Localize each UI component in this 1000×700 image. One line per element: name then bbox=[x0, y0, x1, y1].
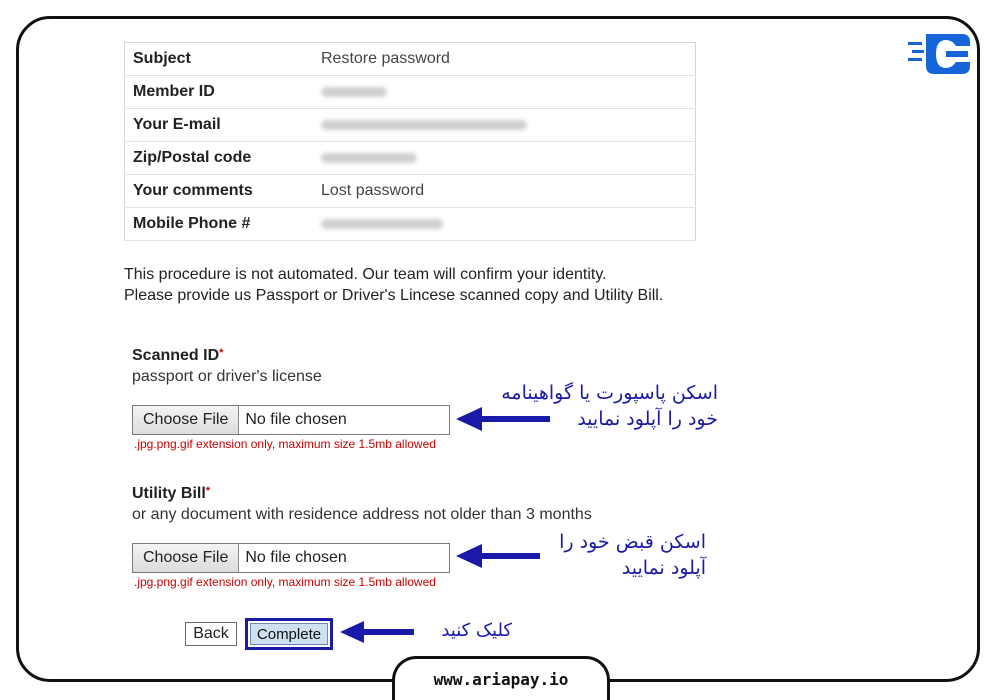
row-label: Your comments bbox=[125, 175, 314, 208]
complete-button[interactable] bbox=[245, 618, 333, 650]
choose-file-button[interactable]: Choose File bbox=[133, 544, 239, 572]
table-row bbox=[125, 109, 696, 142]
back-button[interactable]: Back bbox=[185, 622, 237, 646]
annotation-line: آپلود نمایید bbox=[621, 557, 706, 579]
row-value: Lost password bbox=[313, 175, 696, 208]
row-value: Restore password bbox=[313, 43, 696, 76]
required-mark: * bbox=[219, 347, 224, 359]
file-status: No file chosen bbox=[245, 549, 347, 566]
notice-line: Please provide us Passport or Driver's Lincese scanned copy and Utility Bill. bbox=[124, 287, 664, 304]
info-table bbox=[124, 42, 696, 241]
table-row bbox=[125, 175, 696, 208]
annotation-line: خود را آپلود نمایید bbox=[577, 408, 718, 430]
row-label: Subject bbox=[125, 43, 314, 76]
utility-bill-label-text: Utility Bill bbox=[132, 485, 206, 502]
choose-file-button[interactable]: Choose File bbox=[133, 406, 239, 434]
row-label: Zip/Postal code bbox=[125, 142, 314, 175]
file-hint: .jpg.png.gif extension only, maximum size 1.5mb allowed bbox=[134, 575, 436, 589]
row-value-redacted bbox=[313, 109, 696, 142]
scanned-id-file-input[interactable] bbox=[132, 405, 450, 435]
annotation-line: اسکن پاسپورت یا گواهینامه bbox=[501, 382, 718, 404]
row-label: Member ID bbox=[125, 76, 314, 109]
complete-annotation: کلیک کنید bbox=[441, 620, 512, 641]
scanned-id-sublabel: passport or driver's license bbox=[132, 368, 322, 385]
scanned-id-label bbox=[132, 347, 223, 365]
procedure-notice bbox=[124, 264, 663, 306]
site-url-tab: www.ariapay.io bbox=[392, 656, 610, 700]
table-row bbox=[125, 43, 696, 76]
utility-bill-annotation bbox=[520, 529, 706, 581]
row-value-redacted bbox=[313, 76, 696, 109]
scanned-id-annotation bbox=[470, 380, 718, 432]
complete-button-label: Complete bbox=[250, 623, 328, 645]
utility-bill-file-input[interactable] bbox=[132, 543, 450, 573]
arrow-left-icon bbox=[340, 620, 416, 644]
table-row bbox=[125, 76, 696, 109]
ariapay-logo-icon bbox=[906, 28, 976, 80]
row-label: Your E-mail bbox=[125, 109, 314, 142]
notice-line: This procedure is not automated. Our team will confirm your identity. bbox=[124, 266, 607, 283]
row-value-redacted bbox=[313, 208, 696, 241]
file-hint: .jpg.png.gif extension only, maximum size 1.5mb allowed bbox=[134, 437, 436, 451]
scanned-id-label-text: Scanned ID bbox=[132, 347, 220, 364]
annotation-line: اسکن قبض خود را bbox=[559, 531, 706, 553]
table-row bbox=[125, 208, 696, 241]
row-label: Mobile Phone # bbox=[125, 208, 314, 241]
row-value-redacted bbox=[313, 142, 696, 175]
utility-bill-label bbox=[132, 485, 210, 503]
required-mark: * bbox=[205, 485, 211, 497]
table-row bbox=[125, 142, 696, 175]
utility-bill-sublabel: or any document with residence address not older than 3 months bbox=[132, 506, 592, 523]
file-status: No file chosen bbox=[245, 411, 347, 428]
